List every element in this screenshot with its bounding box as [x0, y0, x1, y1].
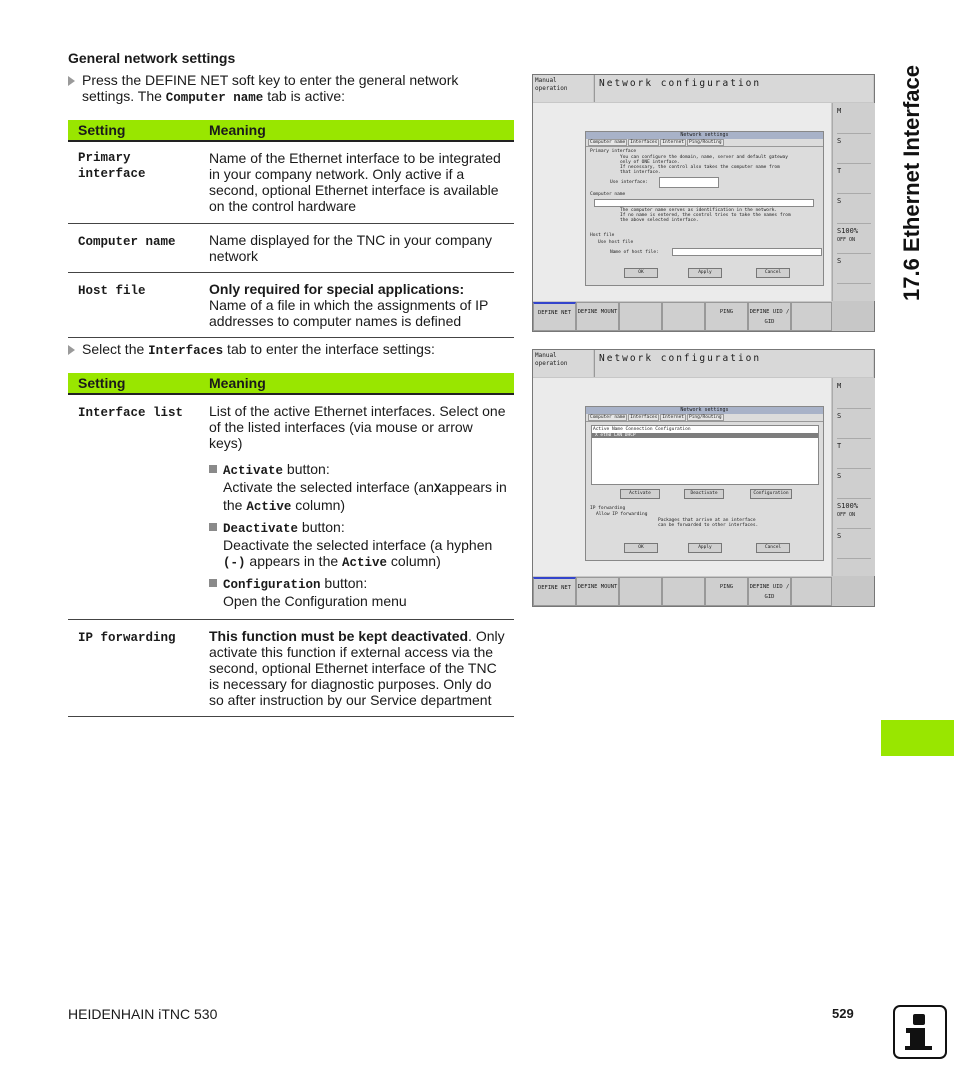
section-heading: General network settings [68, 50, 236, 66]
dialog-title: Network settings [586, 407, 823, 414]
tab-computer-name[interactable]: Computer name [590, 415, 626, 420]
spindle-plus-icon: S [837, 472, 871, 499]
chapter-title: 17.6 Ethernet Interface [899, 65, 924, 301]
override-icon: S100% OFF ON [837, 502, 871, 529]
bullet-configuration: Configuration button: Open the Configuration menu [209, 575, 510, 609]
mode-label: Manual operation [533, 350, 593, 377]
tool-icon: T [837, 442, 871, 469]
header-setting: Setting [68, 373, 209, 394]
activate-button[interactable]: Activate [620, 489, 660, 499]
tab-interfaces[interactable]: Interfaces [630, 140, 658, 145]
table-row: IP forwarding This function must be kept deactivated. Only activate this function if external access via the second, optional Ethernet interface of the TNC is necessary for diagnostic purposes. Only do so after instruction by our Service department [68, 620, 514, 717]
step-define-net: Press the DEFINE NET soft key to enter the general network settings. The Computer name tab is active: [68, 72, 508, 106]
tab-internet[interactable]: Internet [662, 140, 685, 145]
group-label: Primary interface [590, 149, 637, 154]
ok-button[interactable]: OK [624, 543, 658, 553]
softkey-empty[interactable] [791, 577, 832, 606]
dialog-tabs [586, 139, 823, 147]
use-host-file-checkbox[interactable]: Use host file [598, 240, 634, 245]
dialog-tabs [586, 414, 823, 422]
dialog-title: Network settings [586, 132, 823, 139]
interface-row[interactable]: X eth0 LAN DHCP [592, 433, 818, 438]
header-setting: Setting [68, 120, 209, 141]
tab-computer-name[interactable]: Computer name [590, 140, 626, 145]
setting-meaning: List of the active Ethernet interfaces. Select one of the listed interfaces (via mouse or arrow keys) [209, 403, 506, 451]
bullet-deactivate: Deactivate button: Deactivate the selected interface (a hyphen (-) appears in the Active column) [209, 519, 510, 571]
status-sidebar [832, 103, 875, 301]
cancel-button[interactable]: Cancel [756, 268, 790, 278]
table-row [68, 394, 514, 620]
softkey-empty[interactable] [791, 302, 832, 331]
screenshot-interfaces [532, 349, 875, 607]
spindle-icon: S [837, 137, 871, 164]
meaning-emphasis: Only required for special applications: [209, 281, 465, 297]
tab-ping-routing[interactable]: Ping/Routing [689, 140, 722, 145]
settings-table-interfaces [68, 373, 514, 717]
softkey-define-uid-gid[interactable]: DEFINE UID / GID [748, 577, 791, 606]
page-number: 529 [832, 1006, 854, 1021]
machine-icon: M [837, 382, 871, 409]
bullet-activate: Activate button: Activate the selected interface (anXappears in the Active column) [209, 461, 510, 515]
screenshot-network-settings [532, 74, 875, 332]
network-settings-dialog: Network settings Computer name Interfaces Internet Ping/Routing Primary interface You can configure the domain, name, server and default gateway only of ONE interface. If necessary, the control also takes the computer name from that interface. Use interface: Computer name The computer name serves as identification in the network. If no name is entered, the control tries to take the names from the above selected interface. Host file Use host file Name of host file: OK Apply Cancel [585, 131, 824, 286]
apply-button[interactable]: Apply [688, 543, 722, 553]
softkey-empty[interactable] [619, 302, 662, 331]
softkey-define-mount[interactable]: DEFINE MOUNT [576, 577, 619, 606]
softkey-ping[interactable]: PING [705, 577, 748, 606]
footer-product: HEIDENHAIN iTNC 530 [68, 1006, 218, 1022]
softkey-empty[interactable] [662, 302, 705, 331]
group-label: IP forwarding [590, 506, 626, 511]
screen-title: Network configuration [594, 75, 873, 102]
group-label: Host file [590, 233, 615, 238]
softkey-ping[interactable]: PING [705, 302, 748, 331]
group-label: Computer name [590, 192, 626, 197]
table-row [68, 273, 514, 338]
setting-meaning: Name of a file in which the assignments of IP addresses to computer names is defined [209, 297, 489, 329]
screen-title: Network configuration [594, 350, 873, 377]
table-row [68, 141, 514, 224]
tool-icon: T [837, 167, 871, 194]
ok-button[interactable]: OK [624, 268, 658, 278]
setting-meaning: Name displayed for the TNC in your company network [209, 224, 514, 273]
softkey-define-uid-gid[interactable]: DEFINE UID / GID [748, 302, 791, 331]
interface-list-header: Active Name Connection Configuration [593, 427, 691, 432]
softkey-empty[interactable] [662, 577, 705, 606]
tab-ping-routing[interactable]: Ping/Routing [689, 415, 722, 420]
apply-button[interactable]: Apply [688, 268, 722, 278]
info-icon [893, 1005, 947, 1059]
spindle-minus-icon: S [837, 257, 871, 284]
setting-name: IP forwarding [68, 620, 209, 717]
setting-name: Interface list [68, 394, 209, 620]
status-sidebar [832, 378, 875, 576]
softkey-define-mount[interactable]: DEFINE MOUNT [576, 302, 619, 331]
spindle-icon: S [837, 412, 871, 439]
meaning-emphasis: This function must be kept deactivated [209, 628, 469, 644]
host-file-field[interactable] [672, 248, 822, 256]
square-bullet-icon [209, 579, 217, 587]
tab-interfaces[interactable]: Interfaces [630, 415, 658, 420]
computer-name-field[interactable] [594, 199, 814, 207]
square-bullet-icon [209, 465, 217, 473]
computer-name-code: Computer name [165, 91, 264, 105]
network-settings-dialog: Network settings Computer name Interfaces Internet Ping/Routing Active Name Connection Configuration X eth0 LAN DHCP Activate Deactivate Configuration IP forwarding Allow IP forwarding Packages that arrive at an interface can be forwarded to other interfaces. OK Apply Cancel [585, 406, 824, 561]
spindle-plus-icon: S [837, 197, 871, 224]
square-bullet-icon [209, 523, 217, 531]
interface-list[interactable] [591, 425, 819, 485]
chapter-tab-marker [881, 720, 954, 756]
setting-name: Primary interface [68, 141, 209, 224]
settings-table-general [68, 120, 514, 338]
deactivate-button[interactable]: Deactivate [684, 489, 724, 499]
work-area [533, 378, 831, 576]
setting-meaning: Only activate this function if external access via the second, optional Ethernet interface of the TNC is necessary for diagnostic purposes. Only do so after instruction by our Service department [209, 628, 505, 708]
machine-icon: M [837, 107, 871, 134]
setting-name: Computer name [68, 224, 209, 273]
table-row [68, 224, 514, 273]
spindle-minus-icon: S [837, 532, 871, 559]
allow-ip-forwarding-checkbox[interactable]: Allow IP forwarding [596, 512, 648, 517]
header-meaning: Meaning [209, 373, 514, 394]
step-interfaces: Select the Interfaces tab to enter the interface settings: [68, 341, 508, 359]
work-area [533, 103, 831, 301]
mode-label: Manual operation [533, 75, 593, 102]
configuration-button[interactable]: Configuration [750, 489, 792, 499]
tab-internet[interactable]: Internet [662, 415, 685, 420]
interfaces-code: Interfaces [148, 344, 224, 358]
cancel-button[interactable]: Cancel [756, 543, 790, 553]
softkey-empty[interactable] [619, 577, 662, 606]
override-icon: S100% OFF ON [837, 227, 871, 254]
softkey-define-net[interactable]: DEFINE NET [533, 577, 576, 606]
setting-name: Host file [68, 273, 209, 338]
arrow-bullet-icon [68, 345, 75, 355]
softkey-define-net[interactable]: DEFINE NET [533, 302, 576, 331]
interface-select[interactable] [659, 177, 719, 188]
setting-meaning: Name of the Ethernet interface to be integrated in your company network. Only active if a second, optional Ethernet interface is available on the control hardware [209, 141, 514, 224]
arrow-bullet-icon [68, 76, 75, 86]
header-meaning: Meaning [209, 120, 514, 141]
